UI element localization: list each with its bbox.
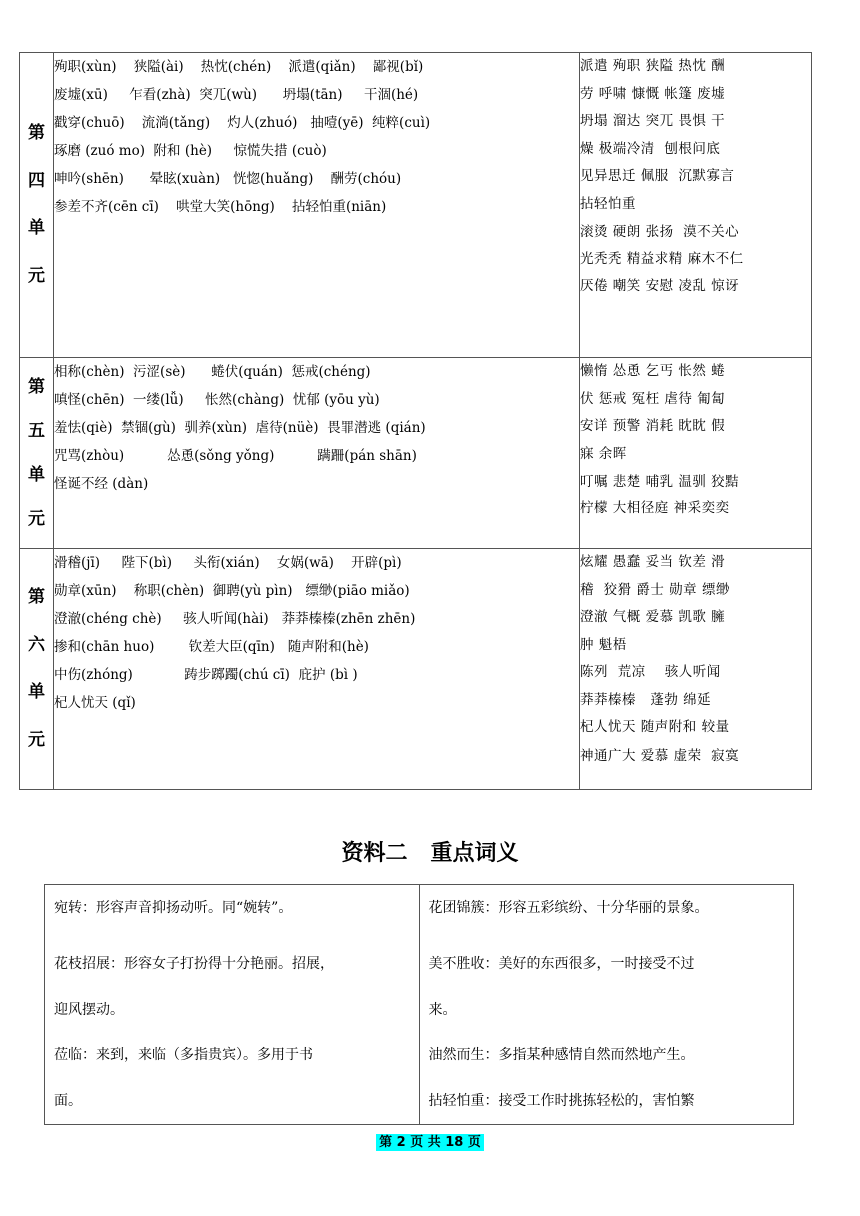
unit-label-char: 第 (28, 376, 45, 397)
word-line: 神通广大 爱慕 虚荣 寂寞 (580, 747, 740, 764)
definition-line: 油然而生：多指某种感情自然而然地产生。 (428, 1047, 695, 1063)
word-line: 派遣 殉职 狭隘 热忱 酬 (580, 58, 726, 74)
unit-label-char: 元 (28, 265, 45, 286)
word-line: 劳 呼啸 慷慨 帐篷 废墟 (580, 85, 726, 102)
unit-row-6 (20, 549, 812, 790)
word-line: 陈列 荒凉 骇人听闻 (580, 664, 721, 680)
definitions-table (44, 884, 794, 1125)
words-cell (580, 549, 812, 790)
unit-row-4 (20, 53, 812, 358)
definition-line: 拈轻怕重：接受工作时挑拣轻松的，害怕繁 (428, 1092, 695, 1109)
unit-row-5 (20, 358, 812, 549)
pinyin-cell (54, 549, 580, 790)
word-line: 滚烫 硬朗 张扬 漠不关心 (580, 224, 740, 240)
pinyin-cell (54, 358, 580, 549)
pinyin-line: 参差不齐(cēn cī) 哄堂大笑(hōng) 拈轻怕重(niān) (54, 199, 387, 215)
pinyin-cell (54, 53, 580, 358)
page-footer (0, 1131, 860, 1150)
pinyin-line: 澄澈(chéng chè) 骇人听闻(hài) 莽莽榛榛(zhēn zhēn) (54, 611, 416, 627)
word-line: 安详 预警 消耗 眈眈 假 (580, 418, 726, 434)
word-line: 厌倦 嘲笑 安慰 凌乱 惊讶 (580, 278, 740, 294)
word-line: 坍塌 溜达 突兀 畏惧 干 (580, 113, 726, 129)
vocabulary-units-table (19, 52, 812, 790)
pinyin-line: 呻吟(shēn) 晕眩(xuàn) 恍惚(huǎng) 酬劳(chóu) (54, 171, 402, 187)
word-line: 燥 极端冷清 刨根问底 (580, 140, 721, 157)
page-number: 第 2 页 共 18 页 (376, 1134, 484, 1151)
pinyin-line: 废墟(xū) 乍看(zhà) 突兀(wù) 坍塌(tān) 干涸(hé) (54, 87, 419, 103)
definition-line: 花团锦簇：形容五彩缤纷、十分华丽的景象。 (428, 900, 709, 916)
pinyin-line: 掺和(chān huo) 钦差大臣(qīn) 随声附和(hè) (54, 639, 369, 655)
word-line: 澄澈 气概 爱慕 凯歌 臃 (580, 609, 726, 625)
word-line: 柠檬 大相径庭 神采奕奕 (580, 500, 730, 516)
word-line: 见异思迁 佩服 沉默寡言 (580, 168, 735, 184)
pinyin-line: 勋章(xūn) 称职(chèn) 御聘(yù pìn) 缥缈(piāo miǎo) (54, 583, 410, 599)
definition-line: 宛转：形容声音抑扬动听。同“婉转”。 (54, 900, 293, 916)
pinyin-line: 咒骂(zhòu) 怂恿(sǒng yǒng) 蹒跚(pán shān) (54, 448, 417, 464)
definition-line: 花枝招展：形容女子打扮得十分艳丽。招展， (54, 956, 334, 972)
word-line: 寐 余晖 (580, 445, 627, 462)
definitions-right-cell (419, 885, 794, 1125)
unit-label-char: 六 (28, 634, 45, 655)
pinyin-line: 殉职(xùn) 狭隘(ài) 热忱(chén) 派遣(qiǎn) 鄙视(bǐ) (54, 59, 424, 75)
definition-line: 面。 (54, 1092, 82, 1109)
pinyin-line: 相称(chèn) 污涩(sè) 蜷伏(quán) 惩戒(chéng) (54, 364, 371, 380)
unit-label-char: 单 (28, 682, 45, 703)
word-line: 光秃秃 精益求精 麻木不仁 (580, 251, 744, 267)
definitions-left-cell (45, 885, 420, 1125)
unit-label-char: 四 (28, 170, 45, 191)
pinyin-line: 琢磨 (zuó mo) 附和 (hè) 惊慌失措 (cuò) (54, 143, 327, 159)
words-cell (580, 358, 812, 549)
unit-label-char: 单 (28, 218, 45, 239)
word-line: 拈轻怕重 (580, 195, 636, 212)
pinyin-line: 戳穿(chuō) 流淌(tǎng) 灼人(zhuó) 抽噎(yē) 纯粹(cuì) (54, 115, 431, 131)
section-title: 资料二 重点词义 (341, 841, 519, 866)
definition-line: 迎风摆动。 (54, 1001, 124, 1018)
word-line: 伏 惩戒 冤枉 虐待 匍匐 (580, 390, 726, 407)
word-line: 懒惰 怂恿 乞丐 怅然 蜷 (580, 363, 726, 379)
word-line: 叮嘱 悲楚 哺乳 温驯 狡黠 (580, 474, 740, 490)
word-line: 稽 狡猾 爵士 勋章 缥缈 (580, 581, 730, 598)
pinyin-line: 滑稽(jī) 陛下(bì) 头衔(xián) 女娲(wā) 开辟(pì) (54, 555, 402, 571)
word-line: 杞人忧天 随声附和 较量 (580, 719, 730, 735)
pinyin-line: 杞人忧天 (qǐ) (54, 695, 136, 711)
unit-label (20, 53, 54, 358)
unit-label-char: 第 (28, 123, 45, 144)
words-cell (580, 53, 812, 358)
pinyin-line: 羞怯(qiè) 禁锢(gù) 驯养(xùn) 虐待(nüè) 畏罪潜逃 (qián) (54, 420, 426, 436)
unit-label-char: 第 (28, 587, 45, 608)
definitions-row (45, 885, 794, 1125)
word-line: 炫耀 愚蠢 妥当 钦差 滑 (580, 554, 726, 570)
definition-line: 美不胜收：美好的东西很多，一时接受不过 (428, 956, 695, 972)
unit-label-char: 元 (28, 729, 45, 750)
unit-label-char: 单 (28, 464, 45, 485)
unit-label-char: 元 (28, 508, 45, 529)
unit-label (20, 549, 54, 790)
word-line: 莽莽榛榛 蓬勃 绵延 (580, 691, 712, 708)
word-line: 肿 魁梧 (580, 636, 627, 653)
pinyin-line: 嗔怪(chēn) 一缕(lǚ) 怅然(chàng) 忧郁 (yōu yù) (54, 392, 380, 408)
pinyin-line: 怪诞不经 (dàn) (54, 476, 149, 492)
unit-label-char: 五 (28, 420, 45, 441)
unit-label (20, 358, 54, 549)
definition-line: 莅临：来到，来临（多指贵宾）。多用于书 (54, 1047, 313, 1063)
pinyin-line: 中伤(zhóng) 踌步踯躅(chú cī) 庇护 (bì ) (54, 667, 358, 683)
definition-line: 来。 (428, 1001, 457, 1018)
